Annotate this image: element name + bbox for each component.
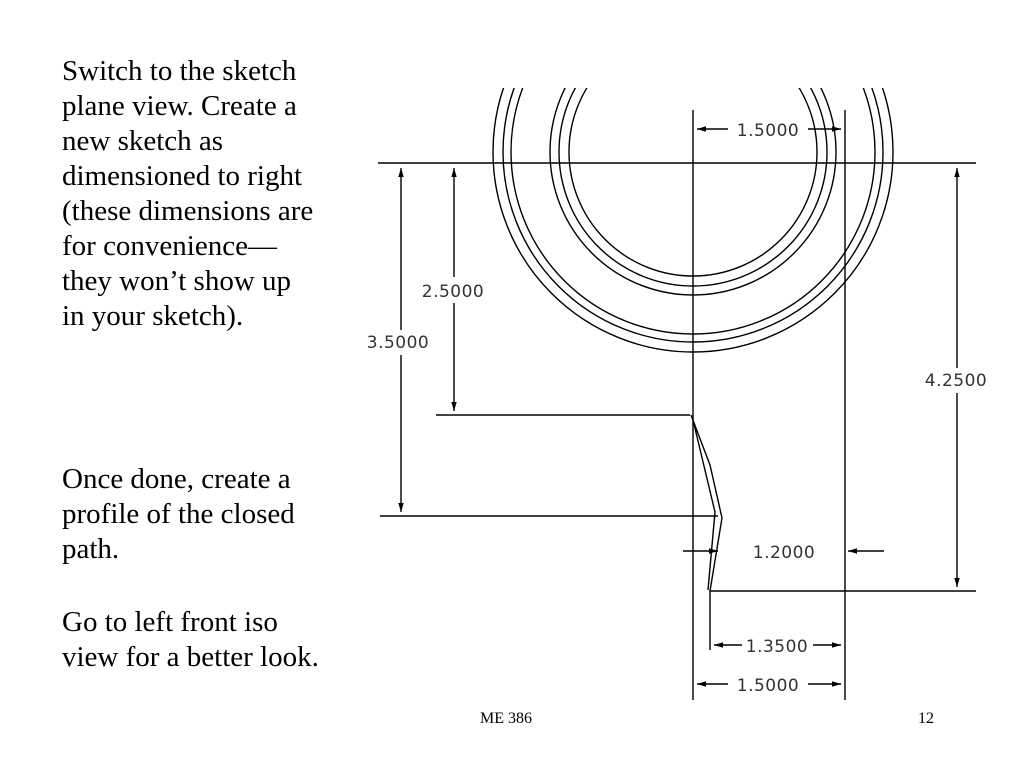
sketch-dimension-drawing: [350, 80, 1010, 710]
dim-label-left-outer-height: 3.5000: [366, 333, 430, 353]
dim-label-right-height: 4.2500: [924, 371, 988, 391]
dim-label-left-inner-height: 2.5000: [421, 282, 485, 302]
footer-course-label: ME 386: [480, 710, 532, 727]
instruction-text-sketch: Switch to the sketch plane view. Create a new sketch as dimensioned to right (these dimensions are for convenience— they won’t show up in your sketch).: [62, 55, 314, 332]
footer-page-number: 12: [918, 710, 934, 727]
dim-label-inner-width: 1.2000: [752, 543, 816, 563]
instruction-text-profile: Once done, create a profile of the closed path.: [62, 463, 295, 565]
dim-label-bottom-outer-width: 1.5000: [736, 676, 800, 696]
instruction-text-iso-view: Go to left front iso view for a better look.: [62, 606, 319, 673]
sketch-profile: [378, 110, 976, 700]
dim-label-bottom-inner-width: 1.3500: [745, 637, 809, 657]
dim-label-top-width: 1.5000: [736, 121, 800, 141]
